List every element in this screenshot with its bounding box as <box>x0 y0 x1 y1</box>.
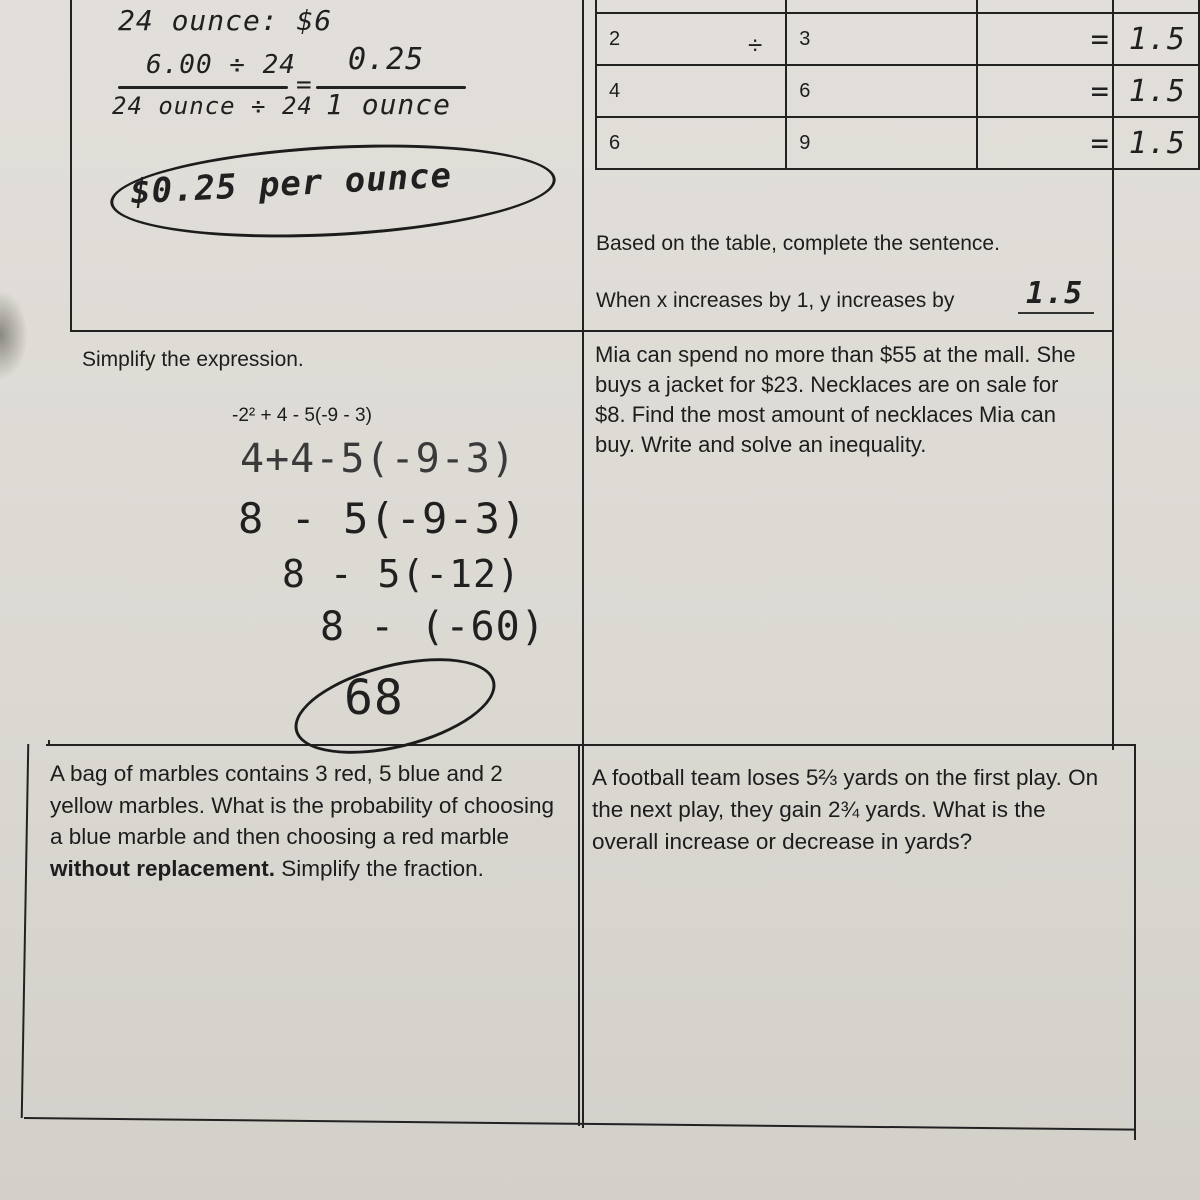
work-step-1: 4+4-5(-9-3) <box>240 436 516 482</box>
probability-text-bold: without replacement. <box>50 855 276 881</box>
rate-answer: 1.5 <box>1026 276 1084 311</box>
probability-problem <box>50 758 570 884</box>
sentence-stem: When x increases by 1, y increases by <box>596 289 955 312</box>
probability-text-end: Simplify the fraction. <box>275 855 484 881</box>
table-prompt: Based on the table, complete the sentence. <box>596 232 1000 255</box>
rate-line: 24 ounce: $6 <box>118 4 333 37</box>
rate-numerator: 6.00 ÷ 24 <box>146 50 296 80</box>
grid-horizontal-2 <box>46 744 1136 746</box>
simplified-answer: 68 <box>344 670 404 726</box>
x-value: 4 <box>596 65 786 117</box>
grid-vertical-center-lower <box>578 744 580 1126</box>
unit-numerator: 0.25 <box>348 42 425 77</box>
equals-sign: = <box>296 70 313 100</box>
y-value: 9 <box>786 117 976 169</box>
grid-vertical-bottom-right <box>1134 744 1136 1140</box>
ratio-value: = 1.5 <box>977 13 1200 65</box>
table-row <box>596 13 1199 65</box>
unit-denominator: 1 ounce <box>326 88 452 121</box>
work-step-2: 8 - 5(-9-3) <box>238 494 528 543</box>
probability-text-start: A bag of marbles contains 3 red, 5 blue and 2 yellow marbles. What is the probability of choosing a blue marble and then choosing a red marble <box>50 761 554 849</box>
grid-horizontal-1 <box>70 330 1114 332</box>
xy-table <box>595 0 1200 170</box>
fraction-bar-left <box>118 86 288 89</box>
expression: -2² + 4 - 5(-9 - 3) <box>232 405 372 426</box>
football-problem: A football team loses 5⅔ yards on the first play. On the next play, they gain 2¾ yards. What is the overall increase or decrease in yards? <box>592 765 1099 854</box>
inequality-problem: Mia can spend no more than $55 at the mall. She buys a jacket for $23. Necklaces are on sale for $8. Find the most amount of necklaces Mia can buy. Write and solve an inequality. <box>595 342 1076 457</box>
edge-shadow <box>0 290 28 380</box>
answer-blank <box>1018 312 1094 314</box>
grid-vertical-center <box>582 0 584 1128</box>
table-row <box>596 65 1199 117</box>
rate-denominator: 24 ounce ÷ 24 <box>112 92 313 120</box>
work-step-4: 8 - (-60) <box>320 604 546 650</box>
table-row <box>596 117 1199 169</box>
divide-sign: ÷ <box>748 30 763 60</box>
y-value: 6 <box>786 65 976 117</box>
unit-rate-answer: $0.25 per ounce <box>129 155 453 213</box>
work-step-3: 8 - 5(-12) <box>282 552 521 596</box>
ratio-value: = 1.5 <box>977 65 1200 117</box>
x-value: 6 <box>596 117 786 169</box>
ratio-value: = 1.5 <box>977 117 1200 169</box>
grid-vertical-left <box>70 0 72 332</box>
table-top-edge <box>596 0 1199 13</box>
y-value: 3 <box>786 13 976 65</box>
simplify-prompt: Simplify the expression. <box>82 348 304 371</box>
x-value: 2 <box>596 13 786 65</box>
grid-vertical-bottom-left <box>21 744 30 1118</box>
